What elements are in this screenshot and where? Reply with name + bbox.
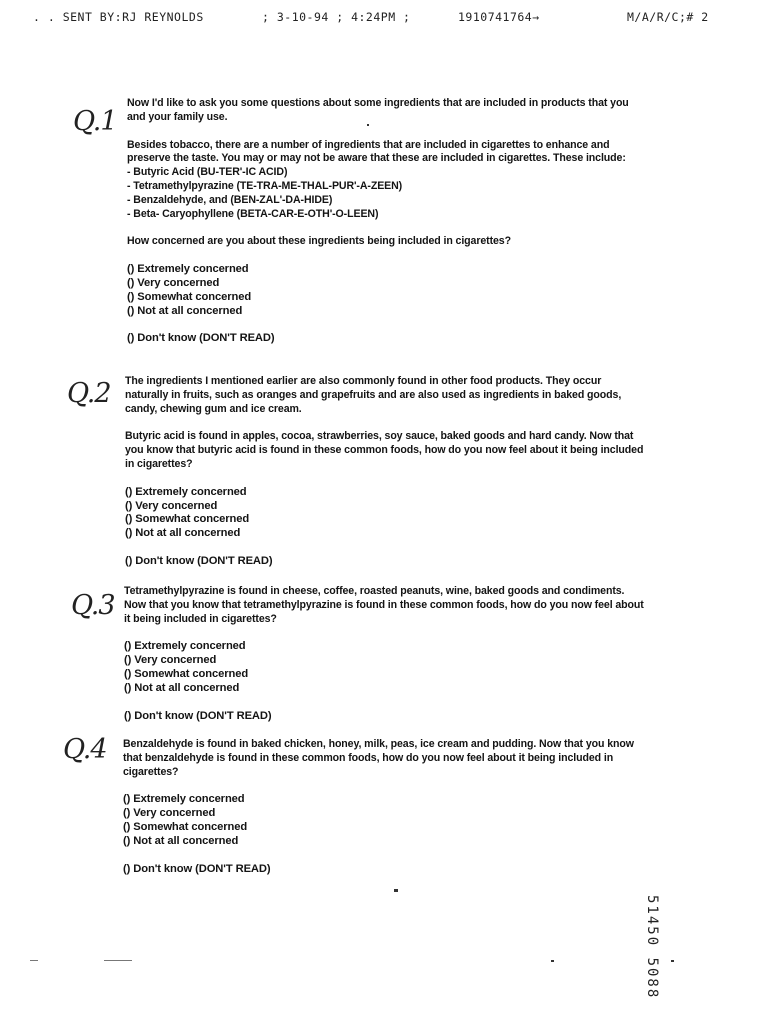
option-extremely-concerned: () Extremely concerned [127, 263, 249, 276]
option-very-concerned: () Very concerned [127, 276, 220, 289]
option-extremely-concerned: () Extremely concerned [124, 640, 246, 653]
option-not-at-all-concerned: () Not at all concerned [125, 527, 241, 540]
q1-intro: Now I'd like to ask you some questions about some ingredients that are included in products that you and your family use. [127, 97, 629, 123]
option-somewhat-concerned: () Somewhat concerned [124, 667, 249, 680]
option-dont-know: () Don't know (DON'T READ) [127, 332, 275, 345]
q4-question: Benzaldehyde is found in baked chicken, honey, milk, peas, ice cream and pudding. Now that you know that benzaldehyde is found in these common foods, how do you now feel about it being included in cigarettes? [123, 738, 634, 778]
fax-sender: . . SENT BY:RJ REYNOLDS [33, 10, 204, 24]
scan-speck [671, 960, 674, 962]
question-1-block [127, 97, 647, 346]
option-extremely-concerned: () Extremely concerned [125, 485, 247, 498]
option-dont-know: () Don't know (DON'T READ) [124, 709, 272, 722]
fax-page: M/A/R/C;# 2 [627, 10, 709, 24]
option-somewhat-concerned: () Somewhat concerned [123, 820, 248, 833]
handwritten-label-q3: Q.3 [71, 590, 115, 621]
q2-options [125, 486, 645, 541]
q1-ingredient-list [127, 166, 647, 221]
option-not-at-all-concerned: () Not at all concerned [123, 834, 239, 847]
option-somewhat-concerned: () Somewhat concerned [125, 513, 250, 526]
fax-datetime: ; 3-10-94 ; 4:24PM ; [262, 10, 411, 24]
q1-question: How concerned are you about these ingredients being included in cigarettes? [127, 235, 511, 248]
handwritten-label-q1: Q.1 [73, 106, 117, 137]
ingredient-item: - Butyric Acid (BU-TER'-IC ACID) [127, 166, 288, 179]
scan-speck [367, 124, 369, 126]
option-dont-know: () Don't know (DON'T READ) [123, 862, 271, 875]
option-not-at-all-concerned: () Not at all concerned [124, 681, 240, 694]
ingredient-item: - Tetramethylpyrazine (TE-TRA-ME-THAL-PUR'-A-ZEEN) [127, 179, 403, 192]
scan-speck [104, 960, 132, 961]
q1-body: Besides tobacco, there are a number of ingredients that are included in cigarettes to enhance and preserve the taste. You may or may not be aware that these are included in cigarettes. These include: [127, 138, 626, 165]
option-extremely-concerned: () Extremely concerned [123, 793, 245, 806]
option-somewhat-concerned: () Somewhat concerned [127, 290, 252, 303]
question-4-block [123, 738, 643, 876]
option-dont-know: () Don't know (DON'T READ) [125, 554, 273, 567]
batch-number: 51450 5088 [644, 895, 660, 1000]
option-very-concerned: () Very concerned [123, 807, 216, 820]
q3-options [124, 640, 644, 695]
question-2-block [125, 375, 645, 569]
scan-speck [30, 960, 38, 961]
q4-options [123, 793, 643, 848]
ingredient-item: - Benzaldehyde, and (BEN-ZAL'-DA-HIDE) [127, 193, 333, 206]
q3-question: Tetramethylpyrazine is found in cheese, coffee, roasted peanuts, wine, baked goods and condiments. Now that you know that tetramethylpyrazine is found in these common foods, how do you now feel about it being included in cigarettes? [124, 585, 644, 625]
handwritten-label-q2: Q.2 [67, 378, 111, 409]
handwritten-label-q4: Q.4 [63, 734, 107, 765]
ingredient-item: - Beta- Caryophyllene (BETA-CAR-E-OTH'-O-LEEN) [127, 207, 379, 220]
fax-number: 1910741764→ [458, 10, 540, 24]
option-very-concerned: () Very concerned [124, 654, 217, 667]
fax-header [0, 4, 766, 26]
q2-question: Butyric acid is found in apples, cocoa, strawberries, soy sauce, baked goods and hard candy. Now that you know that butyric acid is found in these common foods, how do you now feel about it being included in cigarettes? [125, 430, 644, 470]
scan-speck [551, 960, 554, 962]
q2-intro: The ingredients I mentioned earlier are also commonly found in other food products. They occur naturally in fruits, such as oranges and grapefruits and are also used as ingredients in baked goods, candy, chewing gum and ice cream. [125, 375, 622, 415]
scan-speck [394, 889, 398, 892]
question-3-block [124, 585, 644, 723]
option-very-concerned: () Very concerned [125, 499, 218, 512]
q1-options [127, 263, 647, 318]
option-not-at-all-concerned: () Not at all concerned [127, 304, 243, 317]
